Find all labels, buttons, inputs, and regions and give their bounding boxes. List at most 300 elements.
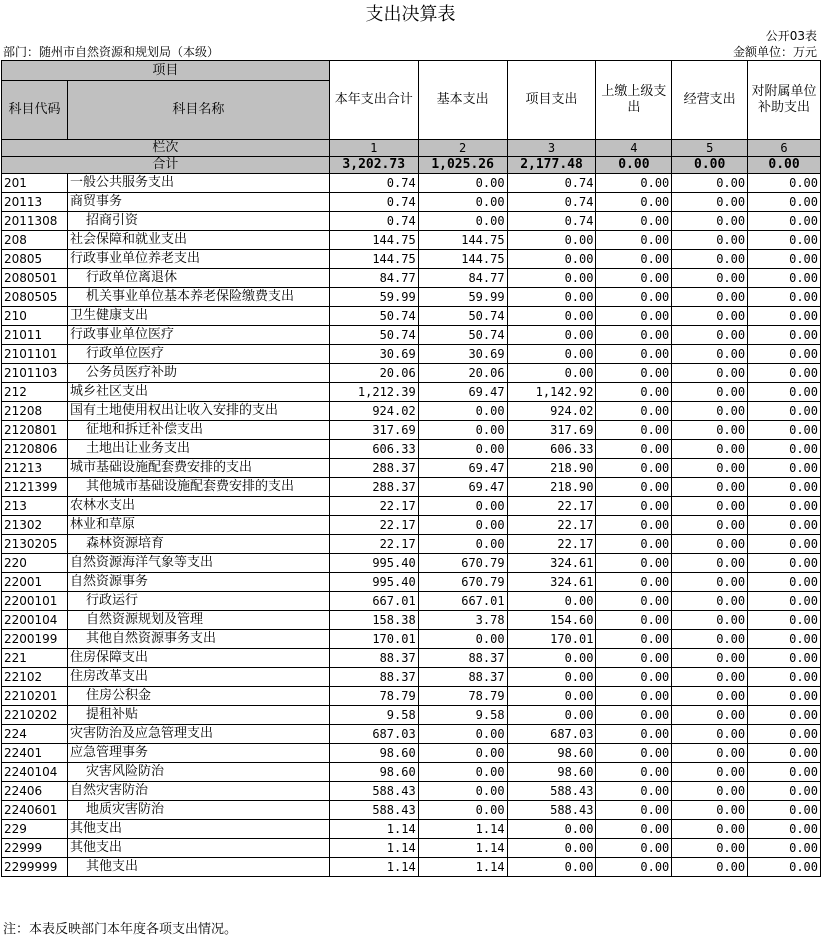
amount-cell: 0.00: [596, 421, 672, 440]
subject-code: 2080505: [2, 288, 68, 307]
subject-name: 商贸事务: [67, 193, 329, 212]
subject-code: 210: [2, 307, 68, 326]
amount-cell: 588.43: [507, 782, 596, 801]
amount-cell: 0.00: [748, 782, 821, 801]
subject-code: 2200199: [2, 630, 68, 649]
subject-name: 自然灾害防治: [67, 782, 329, 801]
subject-code: 2120806: [2, 440, 68, 459]
total-value: 2,177.48: [507, 157, 596, 174]
amount-cell: 218.90: [507, 459, 596, 478]
subject-code: 22102: [2, 668, 68, 687]
subject-code: 2210201: [2, 687, 68, 706]
amount-cell: 0.00: [507, 345, 596, 364]
table-row: [2, 763, 821, 782]
amount-cell: 0.00: [748, 421, 821, 440]
subject-code: 20805: [2, 250, 68, 269]
amount-cell: 0.00: [672, 592, 748, 611]
subject-name: 城市基础设施配套费安排的支出: [67, 459, 329, 478]
total-value: 0.00: [748, 157, 821, 174]
amount-cell: 22.17: [507, 516, 596, 535]
subject-name: 其他支出: [67, 820, 329, 839]
amount-cell: 0.00: [596, 573, 672, 592]
subject-code: 212: [2, 383, 68, 402]
subject-name: 住房改革支出: [67, 668, 329, 687]
subject-code: 22406: [2, 782, 68, 801]
subject-name: 自然资源规划及管理: [67, 611, 329, 630]
amount-cell: 0.00: [507, 231, 596, 250]
amount-cell: 670.79: [418, 554, 507, 573]
column-number: 6: [748, 140, 821, 157]
table-row: [2, 687, 821, 706]
table-row: [2, 383, 821, 402]
amount-cell: 0.00: [418, 763, 507, 782]
amount-cell: 0.00: [748, 497, 821, 516]
column-number: 4: [596, 140, 672, 157]
subject-code: 2120801: [2, 421, 68, 440]
amount-cell: 0.00: [672, 231, 748, 250]
amount-cell: 0.00: [418, 402, 507, 421]
amount-cell: 0.00: [672, 554, 748, 573]
amount-cell: 98.60: [329, 744, 418, 763]
amount-cell: 0.00: [748, 649, 821, 668]
table-row: [2, 231, 821, 250]
amount-cell: 0.00: [418, 744, 507, 763]
amount-cell: 317.69: [507, 421, 596, 440]
subject-name: 应急管理事务: [67, 744, 329, 763]
amount-cell: 0.00: [418, 174, 507, 193]
amount-cell: 0.00: [748, 402, 821, 421]
table-row: [2, 212, 821, 231]
total-value: 1,025.26: [418, 157, 507, 174]
subject-name: 灾害防治及应急管理支出: [67, 725, 329, 744]
amount-cell: 0.00: [596, 193, 672, 212]
subject-name: 住房公积金: [67, 687, 329, 706]
form-number: 公开03表: [765, 29, 817, 43]
subject-name: 征地和拆迁补偿支出: [67, 421, 329, 440]
amount-cell: 1.14: [329, 858, 418, 877]
amount-cell: 0.00: [596, 345, 672, 364]
table-row: [2, 782, 821, 801]
amount-cell: 0.00: [748, 326, 821, 345]
header-name: 科目名称: [67, 81, 329, 140]
header-upper: 上缴上级支出: [596, 61, 672, 140]
amount-cell: 69.47: [418, 383, 507, 402]
header-project: 项目支出: [507, 61, 596, 140]
amount-cell: 0.00: [418, 212, 507, 231]
header-total: 本年支出合计: [329, 61, 418, 140]
amount-cell: 30.69: [329, 345, 418, 364]
header-business: 经营支出: [672, 61, 748, 140]
subject-code: 20113: [2, 193, 68, 212]
amount-cell: 9.58: [329, 706, 418, 725]
amount-cell: 0.00: [596, 763, 672, 782]
header-subsidy: 对附属单位补助支出: [748, 61, 821, 140]
table-row: [2, 193, 821, 212]
amount-cell: 22.17: [329, 535, 418, 554]
table-row: [2, 174, 821, 193]
amount-cell: 0.00: [672, 193, 748, 212]
amount-cell: 0.00: [672, 668, 748, 687]
amount-cell: 0.00: [748, 478, 821, 497]
amount-cell: 144.75: [418, 231, 507, 250]
subject-code: 22999: [2, 839, 68, 858]
amount-cell: 0.00: [748, 592, 821, 611]
expenditure-table: [1, 60, 821, 877]
amount-cell: 1.14: [329, 820, 418, 839]
amount-cell: 0.00: [507, 288, 596, 307]
amount-cell: 170.01: [507, 630, 596, 649]
subject-name: 地质灾害防治: [67, 801, 329, 820]
table-row: [2, 820, 821, 839]
amount-cell: 84.77: [329, 269, 418, 288]
total-value: 3,202.73: [329, 157, 418, 174]
amount-cell: 0.00: [748, 364, 821, 383]
amount-cell: 0.00: [596, 630, 672, 649]
table-row: [2, 478, 821, 497]
subject-name: 自然资源海洋气象等支出: [67, 554, 329, 573]
department-label: 部门：随州市自然资源和规划局（本级）: [3, 45, 220, 59]
amount-cell: 0.00: [418, 497, 507, 516]
amount-cell: 0.00: [596, 668, 672, 687]
amount-cell: 0.00: [596, 725, 672, 744]
amount-cell: 0.00: [748, 725, 821, 744]
amount-cell: 0.00: [596, 649, 672, 668]
amount-cell: 0.00: [748, 611, 821, 630]
amount-cell: 0.00: [596, 516, 672, 535]
subject-code: 2240104: [2, 763, 68, 782]
subject-code: 220: [2, 554, 68, 573]
table-row: [2, 497, 821, 516]
amount-cell: 0.00: [748, 307, 821, 326]
header-basic: 基本支出: [418, 61, 507, 140]
table-row: [2, 630, 821, 649]
amount-cell: 0.00: [672, 459, 748, 478]
column-number: 2: [418, 140, 507, 157]
amount-cell: 98.60: [507, 744, 596, 763]
subject-name: 自然资源事务: [67, 573, 329, 592]
amount-cell: 0.00: [507, 649, 596, 668]
total-label: 合计: [2, 157, 330, 174]
amount-cell: 0.00: [596, 250, 672, 269]
amount-cell: 606.33: [507, 440, 596, 459]
column-number-row: [2, 140, 821, 157]
subject-code: 221: [2, 649, 68, 668]
amount-cell: 0.00: [507, 326, 596, 345]
amount-cell: 0.00: [748, 269, 821, 288]
table-row: [2, 421, 821, 440]
amount-cell: 0.00: [672, 782, 748, 801]
subject-code: 224: [2, 725, 68, 744]
amount-cell: 158.38: [329, 611, 418, 630]
subject-code: 208: [2, 231, 68, 250]
amount-cell: 0.00: [672, 326, 748, 345]
subject-name: 其他支出: [67, 858, 329, 877]
amount-cell: 0.00: [748, 668, 821, 687]
amount-cell: 22.17: [329, 516, 418, 535]
amount-cell: 0.00: [596, 364, 672, 383]
subject-code: 2130205: [2, 535, 68, 554]
subject-name: 其他支出: [67, 839, 329, 858]
amount-cell: 0.00: [748, 212, 821, 231]
amount-cell: 88.37: [418, 649, 507, 668]
subject-name: 行政事业单位医疗: [67, 326, 329, 345]
amount-cell: 0.00: [672, 687, 748, 706]
amount-cell: 0.00: [748, 440, 821, 459]
subject-code: 21302: [2, 516, 68, 535]
column-number: 3: [507, 140, 596, 157]
amount-cell: 0.00: [672, 364, 748, 383]
amount-cell: 50.74: [418, 307, 507, 326]
table-row: [2, 402, 821, 421]
amount-cell: 0.00: [596, 326, 672, 345]
amount-cell: 88.37: [329, 668, 418, 687]
amount-cell: 50.74: [329, 307, 418, 326]
table-row: [2, 345, 821, 364]
amount-cell: 588.43: [507, 801, 596, 820]
amount-cell: 0.00: [748, 193, 821, 212]
amount-cell: 0.00: [672, 421, 748, 440]
amount-cell: 0.00: [748, 554, 821, 573]
subject-name: 其他城市基础设施配套费安排的支出: [67, 478, 329, 497]
table-row: [2, 250, 821, 269]
amount-cell: 0.00: [507, 269, 596, 288]
subject-code: 201: [2, 174, 68, 193]
amount-cell: 0.00: [596, 820, 672, 839]
amount-cell: 84.77: [418, 269, 507, 288]
amount-cell: 0.00: [596, 535, 672, 554]
amount-cell: 22.17: [507, 497, 596, 516]
amount-cell: 0.00: [596, 554, 672, 573]
amount-cell: 154.60: [507, 611, 596, 630]
amount-cell: 0.00: [596, 383, 672, 402]
amount-cell: 687.03: [507, 725, 596, 744]
amount-cell: 0.00: [507, 839, 596, 858]
subject-name: 国有土地使用权出让收入安排的支出: [67, 402, 329, 421]
amount-cell: 0.00: [596, 269, 672, 288]
amount-cell: 0.00: [672, 383, 748, 402]
amount-cell: 0.00: [596, 459, 672, 478]
amount-cell: 0.00: [672, 250, 748, 269]
subject-code: 2101103: [2, 364, 68, 383]
table-row: [2, 592, 821, 611]
amount-cell: 0.00: [672, 763, 748, 782]
amount-cell: 0.00: [748, 516, 821, 535]
table-row: [2, 611, 821, 630]
amount-cell: 30.69: [418, 345, 507, 364]
amount-cell: 218.90: [507, 478, 596, 497]
subject-code: 2200101: [2, 592, 68, 611]
amount-cell: 0.00: [748, 383, 821, 402]
amount-cell: 0.00: [672, 440, 748, 459]
amount-cell: 0.00: [748, 250, 821, 269]
amount-cell: 588.43: [329, 801, 418, 820]
amount-cell: 0.00: [418, 782, 507, 801]
table-row: [2, 459, 821, 478]
subject-code: 21208: [2, 402, 68, 421]
header-code: 科目代码: [2, 81, 68, 140]
amount-cell: 0.00: [596, 592, 672, 611]
amount-cell: 50.74: [329, 326, 418, 345]
amount-cell: 50.74: [418, 326, 507, 345]
amount-cell: 0.00: [748, 231, 821, 250]
subject-name: 行政运行: [67, 592, 329, 611]
amount-cell: 0.00: [672, 288, 748, 307]
amount-cell: 20.06: [329, 364, 418, 383]
amount-cell: 0.00: [748, 630, 821, 649]
subject-name: 农林水支出: [67, 497, 329, 516]
amount-cell: 0.00: [418, 535, 507, 554]
amount-cell: 0.00: [672, 630, 748, 649]
amount-cell: 670.79: [418, 573, 507, 592]
table-row: [2, 801, 821, 820]
amount-cell: 0.74: [507, 193, 596, 212]
amount-cell: 0.00: [596, 212, 672, 231]
amount-cell: 20.06: [418, 364, 507, 383]
amount-cell: 0.00: [672, 649, 748, 668]
column-number: 1: [329, 140, 418, 157]
subject-code: 21011: [2, 326, 68, 345]
table-row: [2, 858, 821, 877]
amount-cell: 0.74: [329, 212, 418, 231]
amount-cell: 88.37: [329, 649, 418, 668]
amount-cell: 606.33: [329, 440, 418, 459]
subject-name: 城乡社区支出: [67, 383, 329, 402]
amount-cell: 0.00: [672, 174, 748, 193]
amount-cell: 0.00: [418, 193, 507, 212]
amount-cell: 98.60: [329, 763, 418, 782]
header-group: 项目: [2, 61, 330, 81]
total-value: 0.00: [672, 157, 748, 174]
amount-cell: 0.74: [329, 193, 418, 212]
amount-cell: 0.00: [596, 402, 672, 421]
table-row: [2, 269, 821, 288]
amount-cell: 0.00: [596, 801, 672, 820]
table-row: [2, 668, 821, 687]
subject-code: 22401: [2, 744, 68, 763]
amount-cell: 9.58: [418, 706, 507, 725]
amount-cell: 0.00: [507, 820, 596, 839]
amount-cell: 0.00: [748, 744, 821, 763]
table-row: [2, 744, 821, 763]
amount-cell: 0.00: [672, 402, 748, 421]
amount-cell: 0.00: [418, 516, 507, 535]
table-row: [2, 573, 821, 592]
page-title: 支出决算表: [365, 4, 456, 25]
amount-cell: 0.00: [748, 174, 821, 193]
table-row: [2, 307, 821, 326]
amount-cell: 0.00: [748, 459, 821, 478]
amount-cell: 78.79: [329, 687, 418, 706]
table-row: [2, 706, 821, 725]
amount-cell: 59.99: [418, 288, 507, 307]
amount-cell: 0.00: [672, 269, 748, 288]
total-row: [2, 157, 821, 174]
amount-cell: 667.01: [418, 592, 507, 611]
amount-cell: 0.00: [672, 478, 748, 497]
amount-cell: 144.75: [329, 250, 418, 269]
table-row: [2, 725, 821, 744]
amount-cell: 0.00: [596, 231, 672, 250]
amount-cell: 588.43: [329, 782, 418, 801]
amount-cell: 0.74: [507, 174, 596, 193]
amount-cell: 0.00: [596, 687, 672, 706]
total-value: 0.00: [596, 157, 672, 174]
amount-cell: 0.00: [507, 668, 596, 687]
subject-name: 林业和草原: [67, 516, 329, 535]
amount-cell: 0.00: [596, 782, 672, 801]
amount-cell: 1.14: [329, 839, 418, 858]
amount-cell: 170.01: [329, 630, 418, 649]
amount-cell: 0.00: [596, 497, 672, 516]
amount-cell: 0.00: [596, 858, 672, 877]
amount-cell: 324.61: [507, 573, 596, 592]
subject-name: 行政事业单位养老支出: [67, 250, 329, 269]
amount-cell: 0.00: [507, 858, 596, 877]
amount-cell: 0.00: [596, 611, 672, 630]
subject-name: 住房保障支出: [67, 649, 329, 668]
amount-cell: 22.17: [329, 497, 418, 516]
table-row: [2, 535, 821, 554]
amount-cell: 0.00: [672, 497, 748, 516]
column-number-label: 栏次: [2, 140, 330, 157]
amount-cell: 1,142.92: [507, 383, 596, 402]
amount-cell: 22.17: [507, 535, 596, 554]
amount-cell: 0.00: [672, 744, 748, 763]
table-row: [2, 326, 821, 345]
amount-cell: 995.40: [329, 554, 418, 573]
amount-cell: 98.60: [507, 763, 596, 782]
subject-name: 灾害风险防治: [67, 763, 329, 782]
amount-cell: 0.00: [596, 706, 672, 725]
table-row: [2, 839, 821, 858]
amount-cell: 0.00: [748, 801, 821, 820]
amount-cell: 69.47: [418, 459, 507, 478]
subject-code: 213: [2, 497, 68, 516]
amount-cell: 0.00: [507, 706, 596, 725]
amount-cell: 0.00: [672, 611, 748, 630]
amount-cell: 0.00: [748, 288, 821, 307]
subject-code: 2299999: [2, 858, 68, 877]
subject-name: 公务员医疗补助: [67, 364, 329, 383]
amount-cell: 0.00: [418, 421, 507, 440]
amount-cell: 3.78: [418, 611, 507, 630]
subject-code: 22001: [2, 573, 68, 592]
amount-cell: 687.03: [329, 725, 418, 744]
subject-code: 2240601: [2, 801, 68, 820]
amount-cell: 0.00: [672, 307, 748, 326]
subject-code: 2200104: [2, 611, 68, 630]
amount-cell: 0.00: [507, 307, 596, 326]
amount-cell: 0.00: [596, 440, 672, 459]
table-row: [2, 516, 821, 535]
subject-name: 行政单位离退休: [67, 269, 329, 288]
amount-cell: 1.14: [418, 858, 507, 877]
amount-cell: 0.00: [672, 820, 748, 839]
amount-cell: 0.00: [507, 687, 596, 706]
amount-cell: 1.14: [418, 839, 507, 858]
amount-cell: 0.00: [596, 307, 672, 326]
table-row: [2, 364, 821, 383]
amount-cell: 0.00: [672, 345, 748, 364]
subject-name: 社会保障和就业支出: [67, 231, 329, 250]
unit-label: 金额单位：万元: [732, 45, 817, 59]
amount-cell: 0.00: [748, 535, 821, 554]
amount-cell: 0.00: [418, 801, 507, 820]
amount-cell: 924.02: [507, 402, 596, 421]
subject-name: 机关事业单位基本养老保险缴费支出: [67, 288, 329, 307]
amount-cell: 0.00: [672, 516, 748, 535]
subject-name: 招商引资: [67, 212, 329, 231]
